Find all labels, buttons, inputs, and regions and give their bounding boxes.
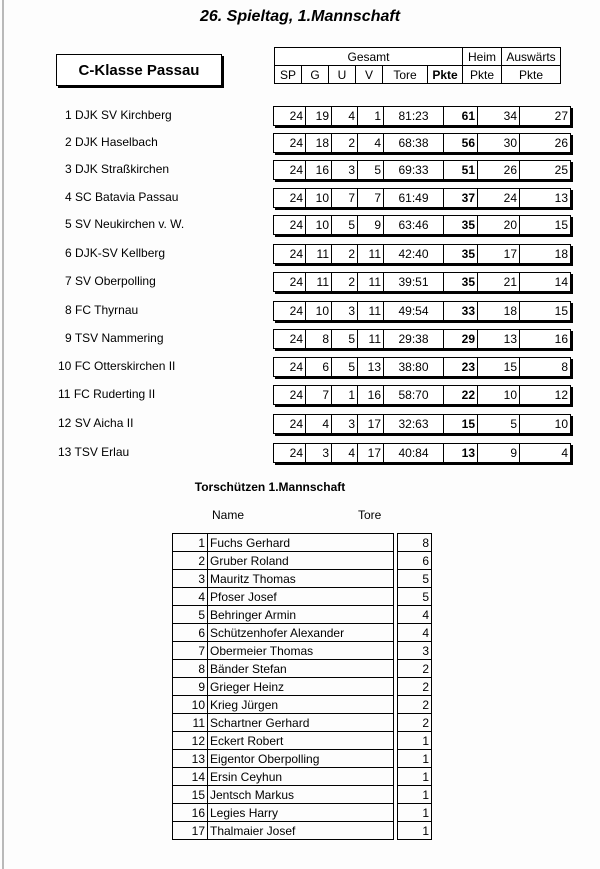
stat-heim: 15 <box>478 358 520 376</box>
stat-pkte: 13 <box>444 444 478 462</box>
stat-box <box>273 188 571 208</box>
stat-ausw: 8 <box>561 360 568 374</box>
team-label: SC Batavia Passau <box>75 190 179 204</box>
team-rank: 13 <box>58 445 72 459</box>
team-name <box>65 108 275 122</box>
stat-pkte: 35 <box>444 216 478 234</box>
team-label: TSV Erlau <box>74 445 130 459</box>
header-col-v: V <box>356 66 383 84</box>
scorer-row <box>173 606 432 624</box>
standings-row <box>0 272 600 292</box>
header-heim: Heim <box>463 48 502 66</box>
stat-v: 11 <box>358 273 384 291</box>
team-label: DJK SV Kirchberg <box>75 108 172 122</box>
team-label: DJK-SV Kellberg <box>75 246 166 260</box>
stat-heim: 24 <box>478 189 520 207</box>
scorers-title: Torschützen 1.Mannschaft <box>194 480 346 494</box>
stat-u: 2 <box>332 245 358 263</box>
stat-box <box>273 443 571 463</box>
scorer-position: 6 <box>173 624 208 642</box>
scorer-goals: 2 <box>398 660 432 678</box>
stat-ausw: 12 <box>554 388 568 402</box>
standings-row <box>0 329 600 349</box>
stat-u: 5 <box>332 216 358 234</box>
team-label: SV Neukirchen v. W. <box>75 217 185 231</box>
scorer-row <box>173 696 432 714</box>
stat-ausw: 15 <box>554 304 568 318</box>
stat-sp: 24 <box>274 415 306 433</box>
team-name <box>58 359 268 373</box>
scorer-goals: 5 <box>398 588 432 606</box>
stat-u: 5 <box>332 358 358 376</box>
stat-g: 18 <box>306 134 332 152</box>
scorer-position: 13 <box>173 750 208 768</box>
stat-box <box>273 133 571 153</box>
team-rank: 7 <box>65 274 72 288</box>
stat-u: 1 <box>332 386 358 404</box>
stat-g: 3 <box>306 444 332 462</box>
stat-box <box>273 215 571 235</box>
team-label: SV Aicha II <box>74 416 134 430</box>
scorer-name: Mauritz Thomas <box>208 570 394 588</box>
header-col-u: U <box>329 66 356 84</box>
team-label: TSV Nammering <box>74 331 164 345</box>
stat-box <box>273 106 571 126</box>
team-name <box>65 190 275 204</box>
stat-g: 8 <box>306 330 332 348</box>
stat-ausw: 14 <box>554 275 568 289</box>
standings-row <box>0 160 600 180</box>
stat-v: 11 <box>358 330 384 348</box>
header-gesamt: Gesamt <box>275 48 463 66</box>
team-name <box>65 246 275 260</box>
stat-box <box>273 244 571 264</box>
stat-g: 10 <box>306 216 332 234</box>
scorer-position: 11 <box>173 714 208 732</box>
stat-pkte: 23 <box>444 358 478 376</box>
scorer-row <box>173 732 432 750</box>
scorer-position: 14 <box>173 768 208 786</box>
stat-tore: 32:63 <box>384 415 444 433</box>
stat-box <box>273 272 571 292</box>
stat-box <box>273 414 571 434</box>
scorer-goals: 1 <box>398 804 432 822</box>
scorer-name: Obermeier Thomas <box>208 642 394 660</box>
scorer-goals: 1 <box>398 732 432 750</box>
scorer-position: 9 <box>173 678 208 696</box>
team-name <box>58 416 268 430</box>
stat-g: 11 <box>306 273 332 291</box>
scorers-col-name: Name <box>212 508 245 522</box>
header-col-pkte: Pkte <box>428 66 463 84</box>
stat-sp: 24 <box>274 189 306 207</box>
team-rank: 5 <box>65 217 72 231</box>
team-label: DJK Straßkirchen <box>75 162 170 176</box>
stat-tore: 38:80 <box>384 358 444 376</box>
scorer-goals: 2 <box>398 696 432 714</box>
stat-tore: 39:51 <box>384 273 444 291</box>
stat-ausw: 25 <box>554 163 568 177</box>
scorer-goals: 2 <box>398 678 432 696</box>
stat-box <box>273 329 571 349</box>
scorer-name: Fuchs Gerhard <box>208 534 394 552</box>
scorer-position: 7 <box>173 642 208 660</box>
team-rank: 10 <box>58 359 72 373</box>
standings-row <box>0 301 600 321</box>
stat-ausw: 18 <box>554 247 568 261</box>
stat-v: 7 <box>358 189 384 207</box>
stat-ausw: 16 <box>554 332 568 346</box>
scorer-row <box>173 570 432 588</box>
header-col-sp: SP <box>275 66 302 84</box>
scorer-row <box>173 822 432 840</box>
scorer-position: 12 <box>173 732 208 750</box>
team-name <box>65 303 275 317</box>
stat-u: 2 <box>332 134 358 152</box>
team-rank: 8 <box>65 303 72 317</box>
team-label: FC Otterskirchen II <box>74 359 176 373</box>
team-rank: 6 <box>65 246 72 260</box>
scorer-name: Jentsch Markus <box>208 786 394 804</box>
scorer-goals: 1 <box>398 786 432 804</box>
team-label: DJK Haselbach <box>75 135 158 149</box>
scorer-row <box>173 588 432 606</box>
team-label: SV Oberpolling <box>75 274 156 288</box>
stat-v: 4 <box>358 134 384 152</box>
stat-tore: 61:49 <box>384 189 444 207</box>
stat-ausw: 13 <box>554 191 568 205</box>
stat-heim: 34 <box>478 107 520 125</box>
scorer-name: Ersin Ceyhun <box>208 768 394 786</box>
stat-v: 9 <box>358 216 384 234</box>
scorer-row <box>173 552 432 570</box>
team-rank: 12 <box>58 416 72 430</box>
scorer-goals: 1 <box>398 822 432 840</box>
stat-box <box>273 385 571 405</box>
header-auswaerts: Auswärts <box>502 48 561 66</box>
scorer-row <box>173 804 432 822</box>
scorer-name: Bänder Stefan <box>208 660 394 678</box>
stat-heim: 13 <box>478 330 520 348</box>
scorer-position: 4 <box>173 588 208 606</box>
team-rank: 2 <box>65 135 72 149</box>
scorer-position: 2 <box>173 552 208 570</box>
stat-sp: 24 <box>274 107 306 125</box>
team-name <box>58 445 268 459</box>
team-rank: 11 <box>58 387 71 401</box>
scorer-goals: 6 <box>398 552 432 570</box>
standings-row <box>0 133 600 153</box>
stat-g: 4 <box>306 415 332 433</box>
scorer-name: Eckert Robert <box>208 732 394 750</box>
stat-heim: 20 <box>478 216 520 234</box>
stat-pkte: 51 <box>444 161 478 179</box>
scorer-name: Pfoser Josef <box>208 588 394 606</box>
standings-row <box>0 414 600 434</box>
stat-u: 2 <box>332 273 358 291</box>
stat-u: 7 <box>332 189 358 207</box>
scorer-position: 5 <box>173 606 208 624</box>
scorer-row <box>173 768 432 786</box>
stat-sp: 24 <box>274 386 306 404</box>
scorer-goals: 3 <box>398 642 432 660</box>
stat-box <box>273 160 571 180</box>
scorer-name: Behringer Armin <box>208 606 394 624</box>
stat-pkte: 33 <box>444 302 478 320</box>
standings-row <box>0 215 600 235</box>
header-col-ausw-pkte: Pkte <box>502 66 561 84</box>
scorer-position: 16 <box>173 804 208 822</box>
standings-row <box>0 244 600 264</box>
stat-sp: 24 <box>274 273 306 291</box>
team-rank: 3 <box>65 162 72 176</box>
stat-heim: 21 <box>478 273 520 291</box>
team-name <box>65 331 275 345</box>
scorer-goals: 8 <box>398 534 432 552</box>
stat-pkte: 29 <box>444 330 478 348</box>
team-label: FC Thyrnau <box>75 303 139 317</box>
stat-ausw: 26 <box>554 136 568 150</box>
team-name <box>65 217 275 231</box>
stat-pkte: 35 <box>444 273 478 291</box>
header-col-tore: Tore <box>383 66 428 84</box>
stat-ausw: 15 <box>554 218 568 232</box>
stat-g: 11 <box>306 245 332 263</box>
stat-g: 16 <box>306 161 332 179</box>
standings-row <box>0 188 600 208</box>
stat-tore: 29:38 <box>384 330 444 348</box>
scorer-position: 10 <box>173 696 208 714</box>
scorer-goals: 1 <box>398 768 432 786</box>
scorer-name: Krieg Jürgen <box>208 696 394 714</box>
stat-heim: 30 <box>478 134 520 152</box>
stat-tore: 69:33 <box>384 161 444 179</box>
team-name <box>65 135 275 149</box>
page-title: 26. Spieltag, 1.Mannschaft <box>199 8 401 25</box>
stat-sp: 24 <box>274 302 306 320</box>
scorer-position: 17 <box>173 822 208 840</box>
stat-tore: 68:38 <box>384 134 444 152</box>
stat-heim: 5 <box>478 415 520 433</box>
scorer-row <box>173 624 432 642</box>
team-rank: 9 <box>65 331 72 345</box>
scorer-row <box>173 660 432 678</box>
scorer-name: Schützenhofer Alexander <box>208 624 394 642</box>
scorer-name: Gruber Roland <box>208 552 394 570</box>
stat-tore: 58:70 <box>384 386 444 404</box>
scorer-goals: 4 <box>398 624 432 642</box>
team-rank: 4 <box>65 190 72 204</box>
stat-g: 6 <box>306 358 332 376</box>
team-rank: 1 <box>65 108 72 122</box>
stat-sp: 24 <box>274 245 306 263</box>
stat-tore: 42:40 <box>384 245 444 263</box>
stat-sp: 24 <box>274 216 306 234</box>
header-col-g: G <box>302 66 329 84</box>
stat-pkte: 56 <box>444 134 478 152</box>
team-label: FC Ruderting II <box>73 387 156 401</box>
stat-v: 17 <box>358 415 384 433</box>
stat-u: 4 <box>332 107 358 125</box>
stat-ausw: 27 <box>554 109 568 123</box>
team-name <box>65 162 275 176</box>
stat-pkte: 15 <box>444 415 478 433</box>
stat-pkte: 37 <box>444 189 478 207</box>
standings-row <box>0 385 600 405</box>
stat-heim: 18 <box>478 302 520 320</box>
scorer-name: Grieger Heinz <box>208 678 394 696</box>
scorer-position: 15 <box>173 786 208 804</box>
stat-heim: 10 <box>478 386 520 404</box>
stat-sp: 24 <box>274 161 306 179</box>
scorer-name: Legies Harry <box>208 804 394 822</box>
stat-sp: 24 <box>274 330 306 348</box>
stat-tore: 40:84 <box>384 444 444 462</box>
team-name <box>58 387 268 401</box>
scorers-col-tore: Tore <box>358 508 382 522</box>
scorer-row <box>173 534 432 552</box>
stat-pkte: 35 <box>444 245 478 263</box>
stat-tore: 81:23 <box>384 107 444 125</box>
stat-sp: 24 <box>274 134 306 152</box>
scorer-goals: 1 <box>398 750 432 768</box>
scorers-table <box>172 533 432 840</box>
stat-u: 5 <box>332 330 358 348</box>
scorer-row <box>173 678 432 696</box>
stat-tore: 49:54 <box>384 302 444 320</box>
standings-header <box>274 47 561 84</box>
league-label: C-Klasse Passau <box>56 54 222 86</box>
header-col-heim-pkte: Pkte <box>463 66 502 84</box>
scorer-row <box>173 642 432 660</box>
scorer-position: 8 <box>173 660 208 678</box>
stat-v: 5 <box>358 161 384 179</box>
stat-pkte: 61 <box>444 107 478 125</box>
scorer-row <box>173 750 432 768</box>
scorer-name: Eigentor Oberpolling <box>208 750 394 768</box>
stat-sp: 24 <box>274 444 306 462</box>
team-name <box>65 274 275 288</box>
stat-u: 3 <box>332 161 358 179</box>
stat-v: 11 <box>358 302 384 320</box>
scorer-position: 3 <box>173 570 208 588</box>
stat-v: 17 <box>358 444 384 462</box>
standings-row <box>0 106 600 126</box>
stat-heim: 9 <box>478 444 520 462</box>
stat-v: 1 <box>358 107 384 125</box>
stat-ausw: 4 <box>561 446 568 460</box>
stat-heim: 17 <box>478 245 520 263</box>
stat-v: 16 <box>358 386 384 404</box>
stat-heim: 26 <box>478 161 520 179</box>
scorer-row <box>173 786 432 804</box>
stat-u: 3 <box>332 302 358 320</box>
stat-ausw: 10 <box>554 417 568 431</box>
stat-sp: 24 <box>274 358 306 376</box>
stat-g: 10 <box>306 189 332 207</box>
scorer-name: Thalmaier Josef <box>208 822 394 840</box>
stat-u: 3 <box>332 415 358 433</box>
stat-box <box>273 301 571 321</box>
stat-tore: 63:46 <box>384 216 444 234</box>
stat-pkte: 22 <box>444 386 478 404</box>
scorer-goals: 4 <box>398 606 432 624</box>
scorer-position: 1 <box>173 534 208 552</box>
page-edge <box>2 0 4 869</box>
scorer-row <box>173 714 432 732</box>
stat-g: 19 <box>306 107 332 125</box>
stat-g: 10 <box>306 302 332 320</box>
standings-row <box>0 443 600 463</box>
scorer-name: Schartner Gerhard <box>208 714 394 732</box>
stat-box <box>273 357 571 377</box>
stat-g: 7 <box>306 386 332 404</box>
stat-v: 13 <box>358 358 384 376</box>
scorer-goals: 5 <box>398 570 432 588</box>
stat-u: 4 <box>332 444 358 462</box>
scorer-goals: 2 <box>398 714 432 732</box>
standings-row <box>0 357 600 377</box>
stat-v: 11 <box>358 245 384 263</box>
